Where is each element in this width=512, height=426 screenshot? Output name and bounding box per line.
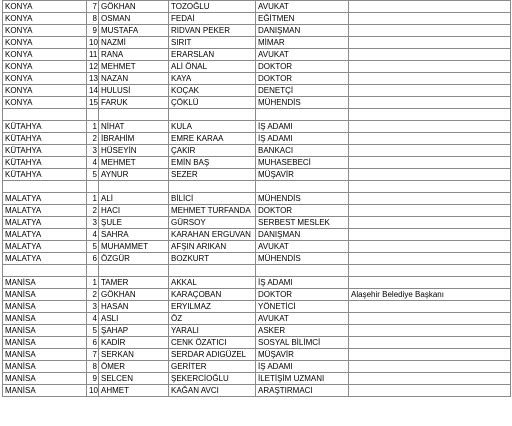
- city-cell: MALATYA: [3, 205, 87, 217]
- first-name-cell: HÜSEYİN: [99, 145, 169, 157]
- note-cell: [349, 157, 511, 169]
- note-cell: [349, 205, 511, 217]
- occupation-cell: DOKTOR: [256, 61, 349, 73]
- last-name-cell: BİLİCİ: [169, 193, 256, 205]
- first-name-cell: ÖZGÜR: [99, 253, 169, 265]
- number-cell: 1: [87, 121, 99, 133]
- number-cell: [87, 181, 99, 193]
- city-cell: KONYA: [3, 37, 87, 49]
- table-row: [3, 133, 511, 145]
- note-cell: [349, 193, 511, 205]
- table-row: [3, 361, 511, 373]
- note-cell: [349, 385, 511, 397]
- first-name-cell: GÖKHAN: [99, 1, 169, 13]
- table-row: [3, 325, 511, 337]
- city-cell: MALATYA: [3, 193, 87, 205]
- last-name-cell: SIRIT: [169, 37, 256, 49]
- note-cell: [349, 313, 511, 325]
- number-cell: 6: [87, 337, 99, 349]
- occupation-cell: SERBEST MESLEK: [256, 217, 349, 229]
- note-cell: [349, 109, 511, 121]
- number-cell: 5: [87, 241, 99, 253]
- note-cell: [349, 265, 511, 277]
- note-cell: Alaşehir Belediye Başkanı: [349, 289, 511, 301]
- number-cell: 12: [87, 61, 99, 73]
- last-name-cell: KAYA: [169, 73, 256, 85]
- table-row: [3, 289, 511, 301]
- occupation-cell: AVUKAT: [256, 241, 349, 253]
- number-cell: 8: [87, 13, 99, 25]
- city-cell: MANİSA: [3, 313, 87, 325]
- last-name-cell: [169, 265, 256, 277]
- city-cell: MALATYA: [3, 253, 87, 265]
- occupation-cell: AVUKAT: [256, 313, 349, 325]
- occupation-cell: DENETÇİ: [256, 85, 349, 97]
- note-cell: [349, 133, 511, 145]
- note-cell: [349, 73, 511, 85]
- last-name-cell: ERYILMAZ: [169, 301, 256, 313]
- table-row: [3, 97, 511, 109]
- number-cell: 15: [87, 97, 99, 109]
- note-cell: [349, 85, 511, 97]
- note-cell: [349, 337, 511, 349]
- last-name-cell: [169, 181, 256, 193]
- city-cell: [3, 181, 87, 193]
- occupation-cell: İLETİŞİM UZMANI: [256, 373, 349, 385]
- first-name-cell: TAMER: [99, 277, 169, 289]
- last-name-cell: EMRE KARAA: [169, 133, 256, 145]
- table-row: [3, 121, 511, 133]
- table-row: [3, 193, 511, 205]
- table-row: [3, 25, 511, 37]
- table-row: [3, 157, 511, 169]
- occupation-cell: AVUKAT: [256, 49, 349, 61]
- table-body: [3, 1, 511, 397]
- number-cell: 3: [87, 145, 99, 157]
- occupation-cell: İŞ ADAMI: [256, 277, 349, 289]
- occupation-cell: [256, 109, 349, 121]
- occupation-cell: DANIŞMAN: [256, 25, 349, 37]
- note-cell: [349, 253, 511, 265]
- occupation-cell: DOKTOR: [256, 289, 349, 301]
- note-cell: [349, 325, 511, 337]
- number-cell: [87, 109, 99, 121]
- last-name-cell: KARAÇOBAN: [169, 289, 256, 301]
- number-cell: 8: [87, 361, 99, 373]
- number-cell: 7: [87, 349, 99, 361]
- city-cell: KONYA: [3, 85, 87, 97]
- city-cell: MANİSA: [3, 373, 87, 385]
- number-cell: 4: [87, 157, 99, 169]
- city-cell: MANİSA: [3, 301, 87, 313]
- city-cell: KÜTAHYA: [3, 145, 87, 157]
- note-cell: [349, 145, 511, 157]
- last-name-cell: KAĞAN AVCI: [169, 385, 256, 397]
- note-cell: [349, 229, 511, 241]
- table-row: [3, 169, 511, 181]
- table-row: [3, 49, 511, 61]
- city-cell: KONYA: [3, 49, 87, 61]
- number-cell: 1: [87, 277, 99, 289]
- occupation-cell: MUHASEBECİ: [256, 157, 349, 169]
- number-cell: 5: [87, 325, 99, 337]
- number-cell: 2: [87, 289, 99, 301]
- first-name-cell: ÖMER: [99, 361, 169, 373]
- number-cell: 14: [87, 85, 99, 97]
- number-cell: 11: [87, 49, 99, 61]
- first-name-cell: HASAN: [99, 301, 169, 313]
- city-cell: [3, 265, 87, 277]
- occupation-cell: ARAŞTIRMACI: [256, 385, 349, 397]
- candidate-table: [2, 0, 511, 397]
- last-name-cell: YARALI: [169, 325, 256, 337]
- occupation-cell: [256, 181, 349, 193]
- note-cell: [349, 37, 511, 49]
- number-cell: 6: [87, 253, 99, 265]
- first-name-cell: SELCEN: [99, 373, 169, 385]
- note-cell: [349, 97, 511, 109]
- first-name-cell: NAZMİ: [99, 37, 169, 49]
- last-name-cell: ÖZ: [169, 313, 256, 325]
- last-name-cell: GÜRSOY: [169, 217, 256, 229]
- city-cell: KONYA: [3, 73, 87, 85]
- table-row: [3, 217, 511, 229]
- table-row: [3, 229, 511, 241]
- number-cell: 3: [87, 301, 99, 313]
- table-row: [3, 337, 511, 349]
- number-cell: 1: [87, 193, 99, 205]
- first-name-cell: SERKAN: [99, 349, 169, 361]
- city-cell: KÜTAHYA: [3, 121, 87, 133]
- occupation-cell: [256, 265, 349, 277]
- last-name-cell: ŞEKERCİOĞLU: [169, 373, 256, 385]
- last-name-cell: RIDVAN PEKER: [169, 25, 256, 37]
- note-cell: [349, 169, 511, 181]
- table-row: [3, 145, 511, 157]
- city-cell: MANİSA: [3, 325, 87, 337]
- number-cell: 13: [87, 73, 99, 85]
- first-name-cell: OSMAN: [99, 13, 169, 25]
- occupation-cell: YÖNETİCİ: [256, 301, 349, 313]
- table-row: [3, 313, 511, 325]
- first-name-cell: İBRAHİM: [99, 133, 169, 145]
- occupation-cell: MÜHENDİS: [256, 193, 349, 205]
- table-row: [3, 205, 511, 217]
- number-cell: 2: [87, 133, 99, 145]
- last-name-cell: CENK ÖZATICI: [169, 337, 256, 349]
- last-name-cell: ÇÖKLÜ: [169, 97, 256, 109]
- last-name-cell: EMİN BAŞ: [169, 157, 256, 169]
- last-name-cell: TOZOĞLU: [169, 1, 256, 13]
- city-cell: KÜTAHYA: [3, 169, 87, 181]
- table-row: [3, 109, 511, 121]
- city-cell: KONYA: [3, 61, 87, 73]
- first-name-cell: [99, 181, 169, 193]
- number-cell: 10: [87, 385, 99, 397]
- table-row: [3, 241, 511, 253]
- number-cell: 10: [87, 37, 99, 49]
- last-name-cell: AFŞIN ARIKAN: [169, 241, 256, 253]
- number-cell: 4: [87, 229, 99, 241]
- note-cell: [349, 241, 511, 253]
- city-cell: MANİSA: [3, 289, 87, 301]
- first-name-cell: ALİ: [99, 193, 169, 205]
- city-cell: [3, 109, 87, 121]
- last-name-cell: ALİ ÖNAL: [169, 61, 256, 73]
- occupation-cell: EĞİTMEN: [256, 13, 349, 25]
- city-cell: KONYA: [3, 97, 87, 109]
- city-cell: MANİSA: [3, 277, 87, 289]
- first-name-cell: AYNUR: [99, 169, 169, 181]
- number-cell: 5: [87, 169, 99, 181]
- last-name-cell: ERARSLAN: [169, 49, 256, 61]
- occupation-cell: MÜHENDİS: [256, 97, 349, 109]
- note-cell: [349, 277, 511, 289]
- note-cell: [349, 349, 511, 361]
- first-name-cell: NİHAT: [99, 121, 169, 133]
- first-name-cell: [99, 109, 169, 121]
- occupation-cell: ASKER: [256, 325, 349, 337]
- table-row: [3, 61, 511, 73]
- occupation-cell: DOKTOR: [256, 205, 349, 217]
- last-name-cell: GERİTER: [169, 361, 256, 373]
- note-cell: [349, 25, 511, 37]
- city-cell: MANİSA: [3, 337, 87, 349]
- occupation-cell: DOKTOR: [256, 73, 349, 85]
- number-cell: 4: [87, 313, 99, 325]
- city-cell: KONYA: [3, 13, 87, 25]
- note-cell: [349, 217, 511, 229]
- number-cell: 3: [87, 217, 99, 229]
- occupation-cell: BANKACI: [256, 145, 349, 157]
- first-name-cell: ŞULE: [99, 217, 169, 229]
- occupation-cell: SOSYAL BİLİMCİ: [256, 337, 349, 349]
- table-row: [3, 349, 511, 361]
- occupation-cell: MÜHENDİS: [256, 253, 349, 265]
- city-cell: MANİSA: [3, 385, 87, 397]
- city-cell: KONYA: [3, 1, 87, 13]
- note-cell: [349, 181, 511, 193]
- note-cell: [349, 13, 511, 25]
- note-cell: [349, 121, 511, 133]
- city-cell: MANİSA: [3, 349, 87, 361]
- city-cell: KÜTAHYA: [3, 157, 87, 169]
- first-name-cell: ASLI: [99, 313, 169, 325]
- first-name-cell: KADİR: [99, 337, 169, 349]
- table-row: [3, 373, 511, 385]
- first-name-cell: MEHMET: [99, 61, 169, 73]
- number-cell: [87, 265, 99, 277]
- occupation-cell: İŞ ADAMI: [256, 121, 349, 133]
- number-cell: 9: [87, 373, 99, 385]
- note-cell: [349, 49, 511, 61]
- first-name-cell: NAZAN: [99, 73, 169, 85]
- last-name-cell: [169, 109, 256, 121]
- last-name-cell: ÇAKIR: [169, 145, 256, 157]
- last-name-cell: AKKAL: [169, 277, 256, 289]
- table-row: [3, 265, 511, 277]
- last-name-cell: MEHMET TURFANDA: [169, 205, 256, 217]
- last-name-cell: SEZER: [169, 169, 256, 181]
- first-name-cell: [99, 265, 169, 277]
- first-name-cell: HACI: [99, 205, 169, 217]
- city-cell: MALATYA: [3, 241, 87, 253]
- first-name-cell: MUHAMMET: [99, 241, 169, 253]
- table-row: [3, 385, 511, 397]
- occupation-cell: MÜŞAVİR: [256, 349, 349, 361]
- table-row: [3, 37, 511, 49]
- occupation-cell: İŞ ADAMI: [256, 361, 349, 373]
- city-cell: KÜTAHYA: [3, 133, 87, 145]
- note-cell: [349, 1, 511, 13]
- city-cell: KONYA: [3, 25, 87, 37]
- occupation-cell: AVUKAT: [256, 1, 349, 13]
- last-name-cell: FEDAİ: [169, 13, 256, 25]
- first-name-cell: AHMET: [99, 385, 169, 397]
- table-row: [3, 301, 511, 313]
- table-row: [3, 73, 511, 85]
- number-cell: 7: [87, 1, 99, 13]
- occupation-cell: İŞ ADAMI: [256, 133, 349, 145]
- table-row: [3, 253, 511, 265]
- note-cell: [349, 301, 511, 313]
- note-cell: [349, 361, 511, 373]
- number-cell: 9: [87, 25, 99, 37]
- first-name-cell: RANA: [99, 49, 169, 61]
- number-cell: 2: [87, 205, 99, 217]
- last-name-cell: KOÇAK: [169, 85, 256, 97]
- last-name-cell: KARAHAN ERGUVAN: [169, 229, 256, 241]
- table-row: [3, 277, 511, 289]
- first-name-cell: MUSTAFA: [99, 25, 169, 37]
- first-name-cell: MEHMET: [99, 157, 169, 169]
- table-row: [3, 1, 511, 13]
- table-row: [3, 85, 511, 97]
- first-name-cell: HULUSİ: [99, 85, 169, 97]
- occupation-cell: MİMAR: [256, 37, 349, 49]
- first-name-cell: GÖKHAN: [99, 289, 169, 301]
- table-row: [3, 181, 511, 193]
- last-name-cell: KULA: [169, 121, 256, 133]
- last-name-cell: BOZKURT: [169, 253, 256, 265]
- first-name-cell: SAHRA: [99, 229, 169, 241]
- city-cell: MALATYA: [3, 229, 87, 241]
- first-name-cell: FARUK: [99, 97, 169, 109]
- first-name-cell: ŞAHAP: [99, 325, 169, 337]
- table-row: [3, 13, 511, 25]
- last-name-cell: SERDAR ADIGÜZEL: [169, 349, 256, 361]
- occupation-cell: MÜŞAVİR: [256, 169, 349, 181]
- note-cell: [349, 61, 511, 73]
- city-cell: MALATYA: [3, 217, 87, 229]
- occupation-cell: DANIŞMAN: [256, 229, 349, 241]
- city-cell: MANİSA: [3, 361, 87, 373]
- note-cell: [349, 373, 511, 385]
